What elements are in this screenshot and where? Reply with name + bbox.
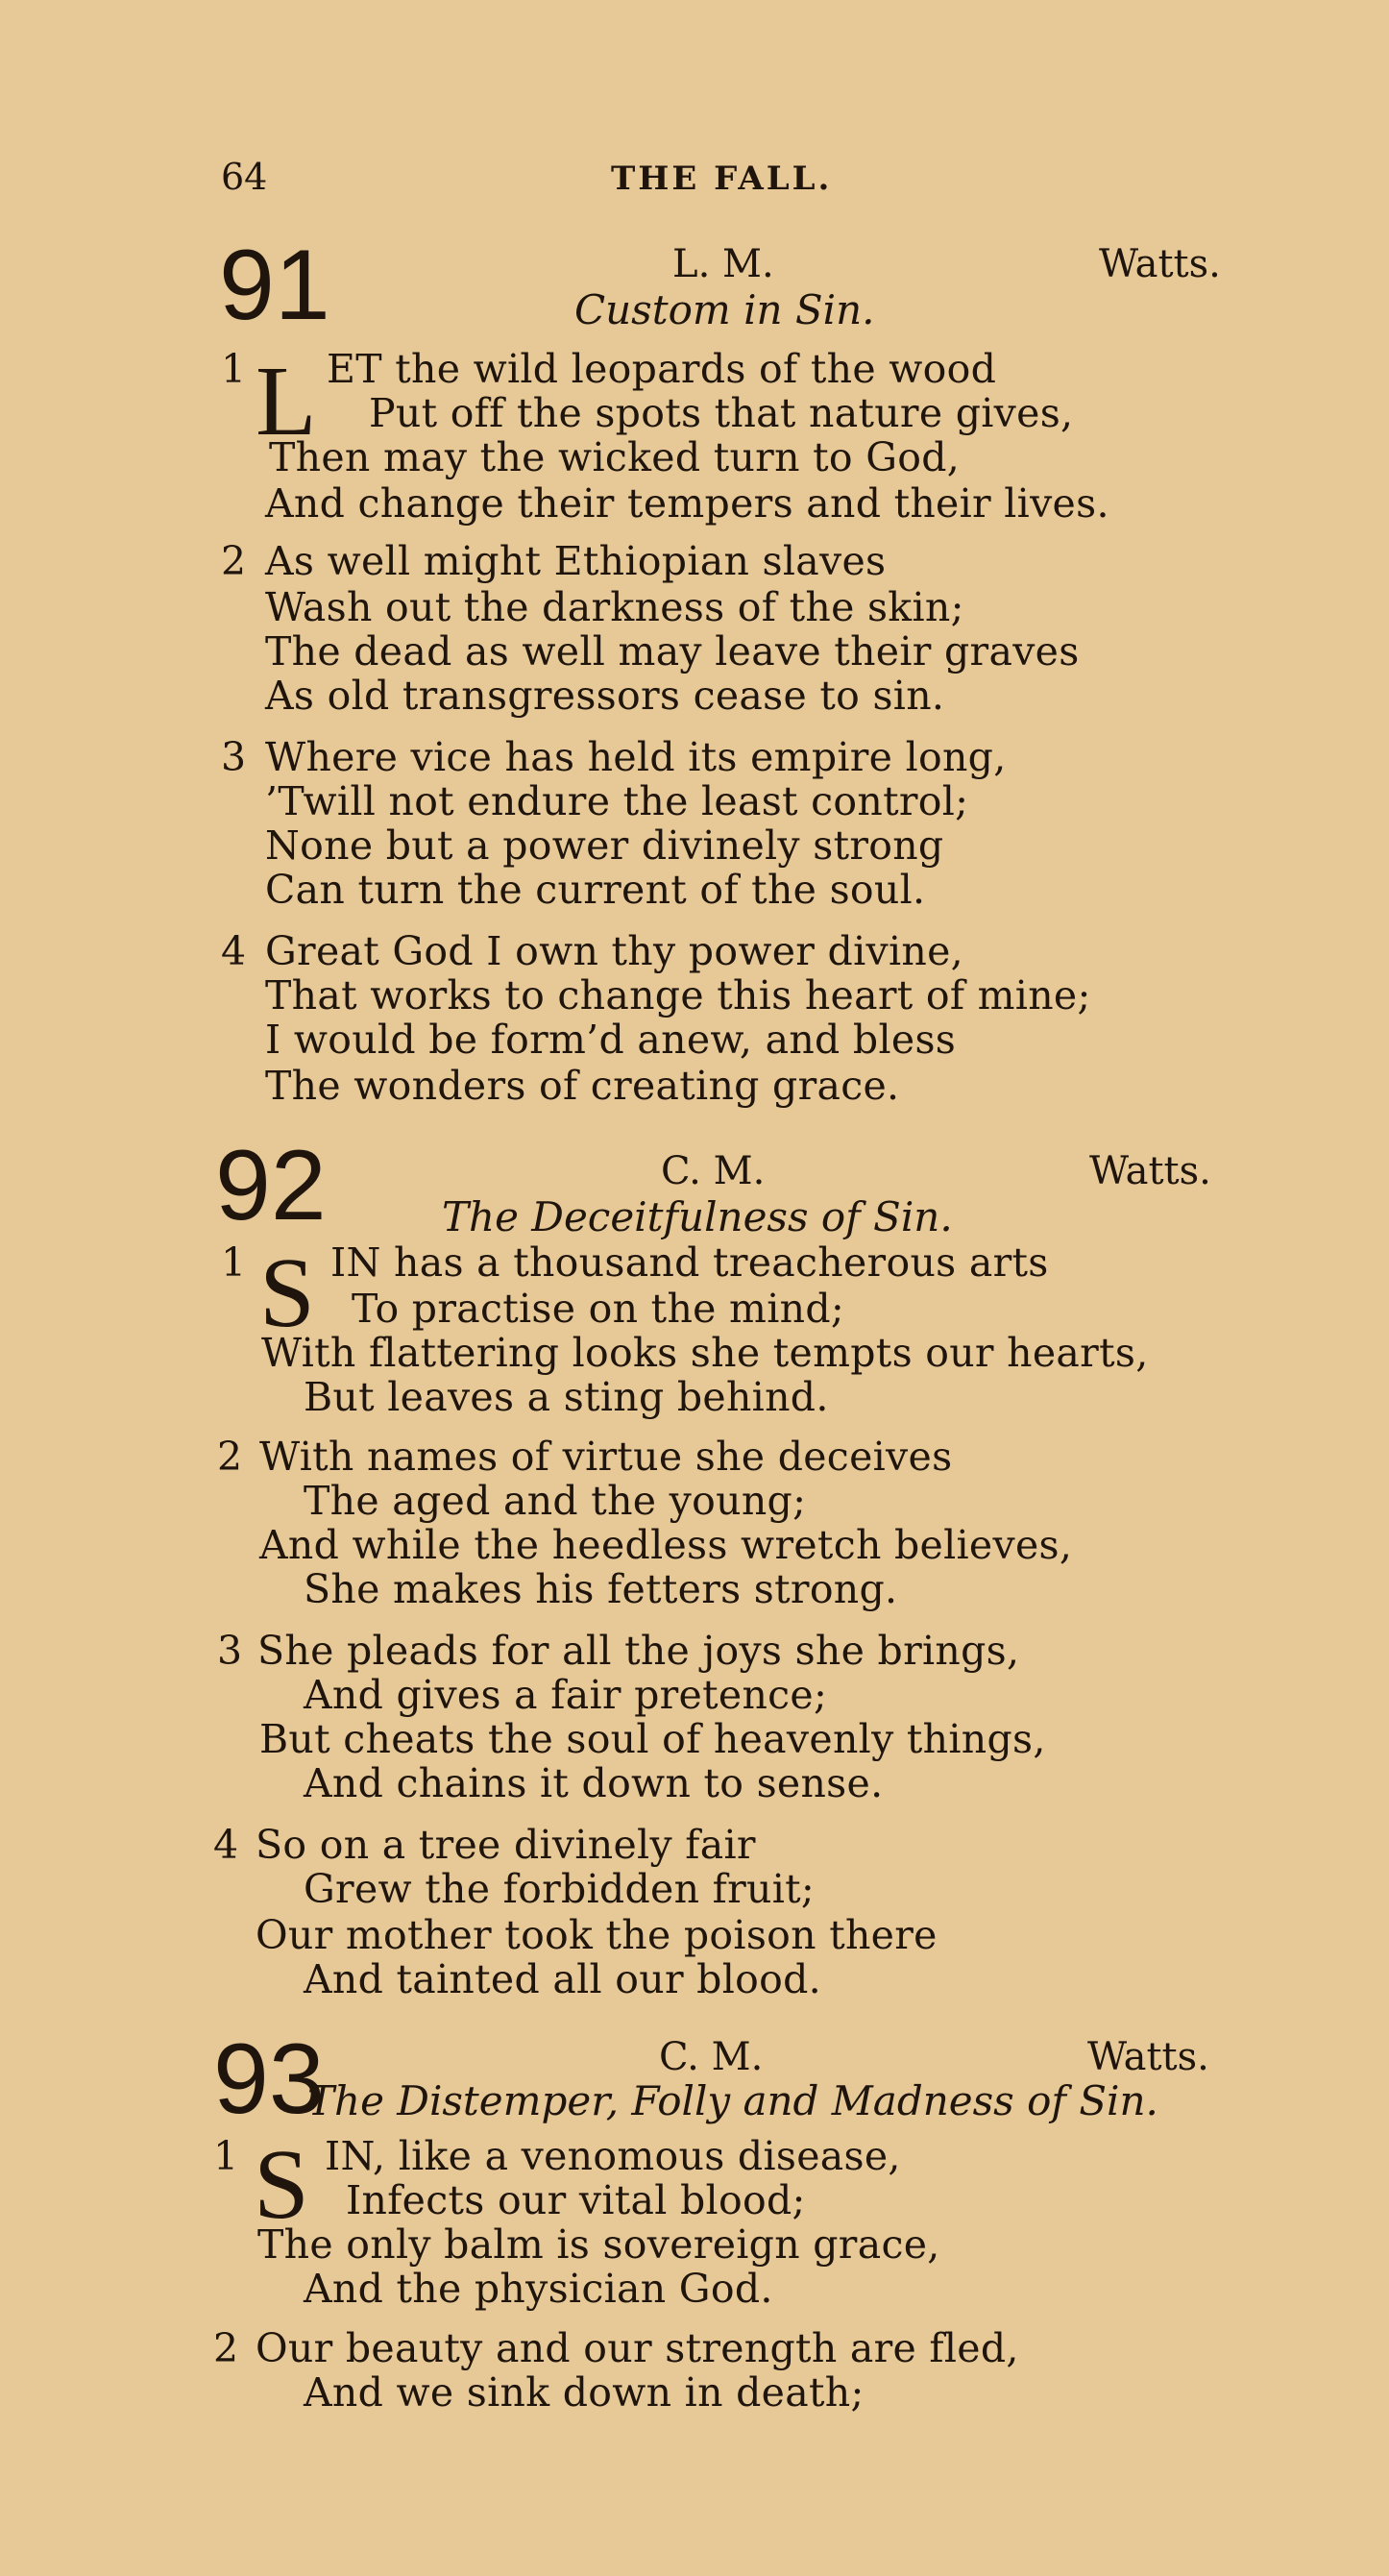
verse-line: Can turn the current of the soul. [265,867,926,913]
hymn-number: 93 [213,2024,325,2135]
verse-number: 2 [213,2325,239,2371]
verse-number: 1 [213,2133,239,2179]
hymn-author: Watts. [1087,2035,1209,2079]
verse-number: 1 [221,1239,247,1286]
verse-line: With names of virtue she deceives [259,1434,953,1480]
verse-line: She pleads for all the joys she brings, [257,1628,1020,1674]
verse-line: But leaves a sting behind. [304,1374,829,1420]
verse-line: Grew the forbidden fruit; [304,1866,816,1912]
verse-line: Great God I own thy power divine, [265,928,963,974]
verse-line: The aged and the young; [304,1478,807,1524]
drop-cap: L [256,346,317,456]
hymn-number: 92 [215,1130,327,1241]
hymn-author: Watts. [1089,1149,1211,1193]
verse-line: But cheats the soul of heavenly things, [259,1716,1046,1762]
verse-line: With flattering looks she tempts our hearts, [261,1330,1149,1376]
verse-line: And gives a fair pretence; [304,1672,828,1718]
verse-line: And change their tempers and their lives. [265,480,1109,527]
verse-line: She makes his fetters strong. [304,1566,898,1612]
verse-line: Where vice has held its empire long, [265,734,1007,780]
hymn-title: Custom in Sin. [574,286,875,333]
verse-line: Our mother took the poison there [256,1912,938,1958]
verse-line: ET the wild leopards of the wood [327,346,997,392]
verse-line: Wash out the darkness of the skin; [265,584,964,630]
running-head: THE FALL. [611,159,833,198]
verse-number: 2 [221,538,247,584]
verse-number: 2 [217,1434,243,1480]
verse-number: 4 [221,928,247,974]
page-number: 64 [221,156,268,198]
verse-line: And the physician God. [304,2266,773,2312]
verse-line: As old transgressors cease to sin. [265,673,945,719]
verse-number: 3 [221,734,247,780]
verse-line: Infects our vital blood; [346,2177,806,2223]
verse-line: That works to change this heart of mine; [265,972,1091,1018]
verse-line: As well might Ethiopian slaves [265,538,887,584]
verse-line: Put off the spots that nature gives, [369,390,1074,436]
verse-number: 4 [213,1822,239,1868]
hymn-number: 91 [219,230,330,341]
verse-line: Our beauty and our strength are fled, [256,2325,1019,2371]
verse-line: And tainted all our blood. [304,1956,821,2002]
drop-cap: S [259,1238,315,1348]
hymn-meter: L. M. [672,242,774,286]
verse-line: To practise on the mind; [352,1286,845,1332]
hymn-title: The Deceitfulness of Sin. [442,1193,953,1240]
verse-line: None but a power divinely strong [265,822,944,869]
hymn-title: The Distemper, Folly and Madness of Sin. [307,2077,1158,2124]
verse-line: And chains it down to sense. [304,1760,884,1806]
verse-line: And while the heedless wretch believes, [259,1522,1073,1568]
verse-line: The dead as well may leave their graves [265,628,1080,675]
verse-line: And we sink down in death; [304,2369,865,2416]
hymn-meter: C. M. [661,1149,766,1193]
drop-cap: S [254,2129,309,2240]
verse-line: IN, like a venomous disease, [325,2133,901,2179]
hymn-author: Watts. [1099,242,1221,286]
hymn-meter: C. M. [659,2035,764,2079]
verse-line: So on a tree divinely fair [256,1822,756,1868]
verse-number: 1 [221,346,247,392]
verse-line: IN has a thousand treacherous arts [330,1239,1049,1286]
verse-line: Then may the wicked turn to God, [269,434,961,480]
verse-line: The only balm is sovereign grace, [257,2221,940,2268]
verse-line: ’Twill not endure the least control; [265,778,969,824]
verse-line: The wonders of creating grace. [265,1063,900,1109]
verse-number: 3 [217,1628,243,1674]
verse-line: I would be form’d anew, and bless [265,1017,957,1063]
